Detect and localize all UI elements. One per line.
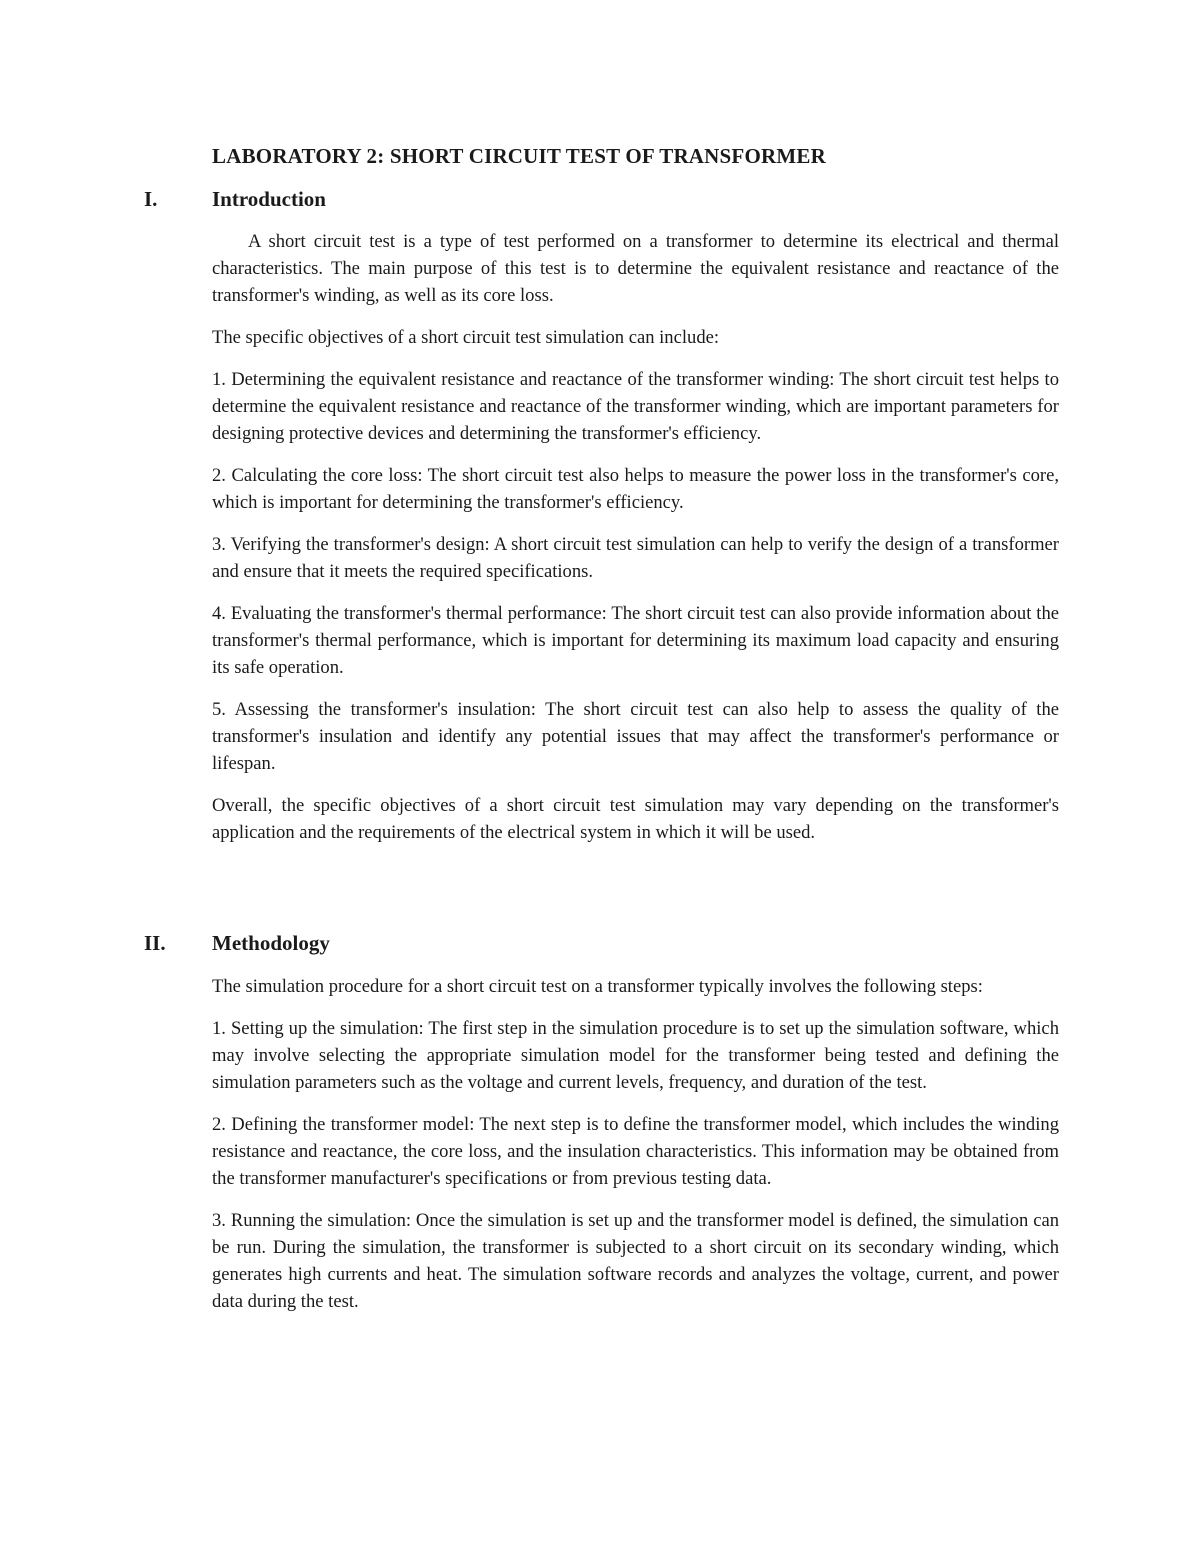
- section-title: Methodology: [212, 931, 330, 955]
- section-title: Introduction: [212, 187, 326, 211]
- list-item: 5. Assessing the transformer's insulation: The short circuit test can also help to assess the quality of the transformer's insulation and identify any potential issues that may affect the transformer's performance or lifespan.: [212, 699, 1059, 774]
- list-item: 2. Calculating the core loss: The short circuit test also helps to measure the power loss in the transformer's core, which is important for determining the transformer's efficiency.: [212, 465, 1059, 513]
- methodology-body: [212, 973, 1059, 1330]
- list-item: 1. Determining the equivalent resistance and reactance of the transformer winding: The short circuit test helps to determine the equivalent resistance and reactance of the transformer winding, which are important parameters for designing protective devices and determining the transformer's efficiency.: [212, 369, 1059, 444]
- paragraph: The simulation procedure for a short circuit test on a transformer typically involves the following steps:: [212, 976, 983, 997]
- introduction-body: [212, 228, 1059, 861]
- list-item: 2. Defining the transformer model: The next step is to define the transformer model, which includes the winding resistance and reactance, the core loss, and the insulation characteristics. This information may be obtained from the transformer manufacturer's specifications or from previous testing data.: [212, 1114, 1059, 1189]
- document-title: LABORATORY 2: SHORT CIRCUIT TEST OF TRANSFORMER: [212, 144, 826, 168]
- section-number: II.: [144, 931, 166, 955]
- list-item: 3. Verifying the transformer's design: A short circuit test simulation can help to verify the design of a transformer and ensure that it meets the required specifications.: [212, 534, 1059, 582]
- paragraph: The specific objectives of a short circuit test simulation can include:: [212, 327, 720, 348]
- list-item: 1. Setting up the simulation: The first step in the simulation procedure is to set up the simulation software, which may involve selecting the appropriate simulation model for the transformer being tested and defining the simulation parameters such as the voltage and current levels, frequency, and duration of the test.: [212, 1018, 1059, 1093]
- list-item: 4. Evaluating the transformer's thermal performance: The short circuit test can also provide information about the transformer's thermal performance, which is important for determining its maximum load capacity and ensuring its safe operation.: [212, 603, 1059, 678]
- list-item: 3. Running the simulation: Once the simulation is set up and the transformer model is defined, the simulation can be run. During the simulation, the transformer is subjected to a short circuit on its secondary winding, which generates high currents and heat. The simulation software records and analyzes the voltage, current, and power data during the test.: [212, 1210, 1059, 1312]
- section-number: I.: [144, 187, 158, 211]
- paragraph: A short circuit test is a type of test performed on a transformer to determine its electrical and thermal characteristics. The main purpose of this test is to determine the equivalent resistance and reactance of the transformer's winding, as well as its core loss.: [212, 231, 1059, 306]
- paragraph: Overall, the specific objectives of a short circuit test simulation may vary depending on the transformer's application and the requirements of the electrical system in which it will be used.: [212, 795, 1059, 843]
